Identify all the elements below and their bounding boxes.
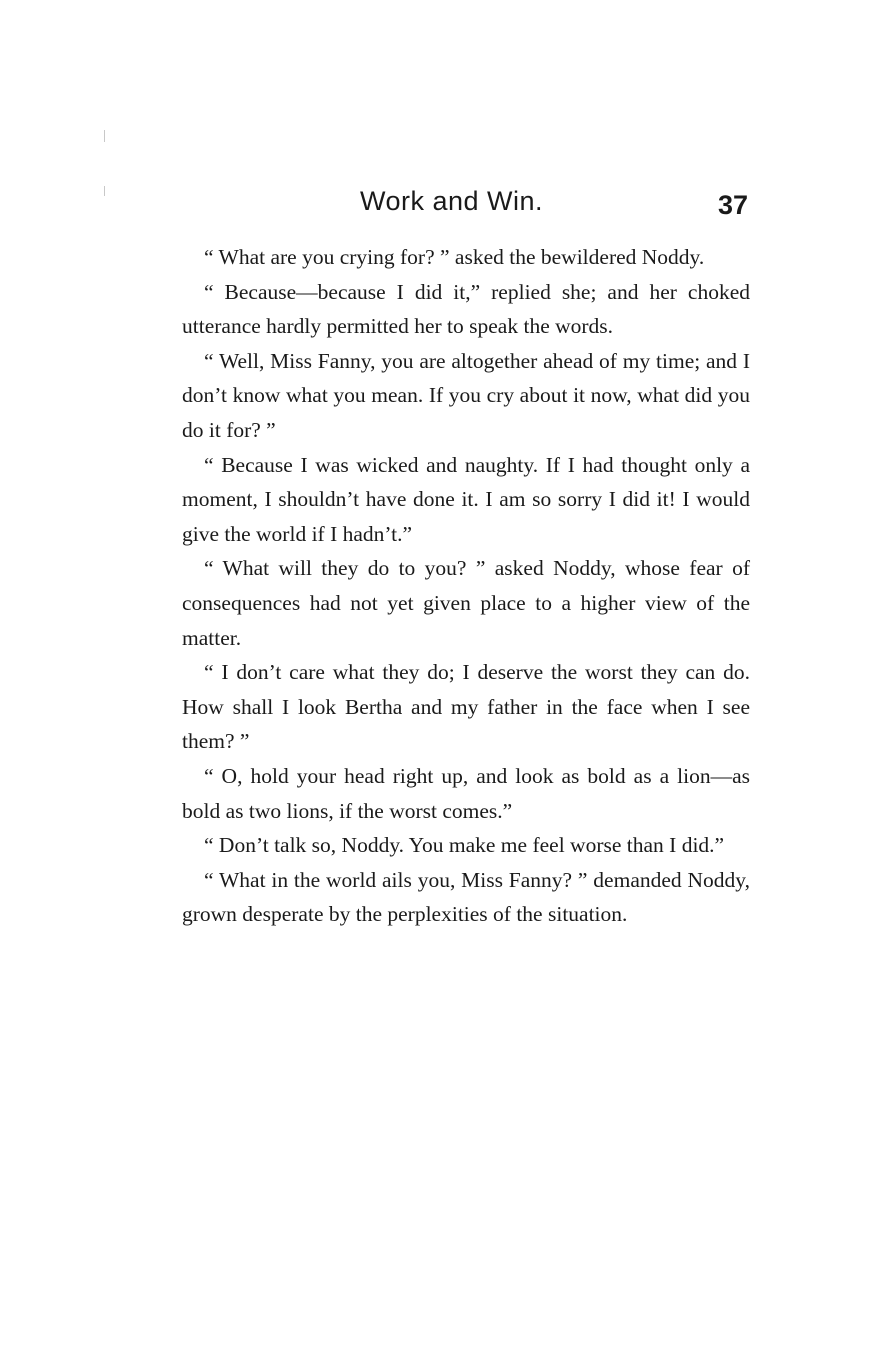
- running-title: Work and Win.: [360, 186, 544, 216]
- paragraph: “ What are you crying for? ” asked the bewildered Noddy.: [204, 245, 705, 269]
- paragraph: “ Don’t talk so, Noddy. You make me feel worse than I did.”: [204, 833, 725, 858]
- paragraph: “ I don’t care what they do; I deserve the worst they can do. How shall I look Bertha and my father in the face when I see them? ”: [182, 660, 750, 754]
- paragraph: “ Well, Miss Fanny, you are altogether ahead of my time; and I don’t know what you mean. If you cry about it now, what did you do it for? ”: [182, 348, 750, 442]
- running-head: [182, 186, 750, 230]
- scan-margin-mark: [104, 186, 105, 196]
- body-text: [182, 240, 750, 932]
- page-number: 37: [717, 190, 748, 220]
- scan-margin-mark: [104, 130, 105, 142]
- paragraph: “ O, hold your head right up, and look as bold as a lion—as bold as two lions, if the worst comes.”: [182, 763, 750, 823]
- paragraph: “ Because—because I did it,” replied she; and her choked utterance hardly permitted her to speak the words.: [182, 279, 750, 339]
- paragraph: “ What will they do to you? ” asked Noddy, whose fear of consequences had not yet given place to a higher view of the matter.: [182, 556, 750, 650]
- paragraph: “ What in the world ails you, Miss Fanny? ” demanded Noddy, grown desperate by the perplexities of the situation.: [182, 867, 750, 927]
- paragraph: “ Because I was wicked and naughty. If I had thought only a moment, I shouldn’t have done it. I am so sorry I did it! I would give the world if I hadn’t.”: [182, 452, 750, 546]
